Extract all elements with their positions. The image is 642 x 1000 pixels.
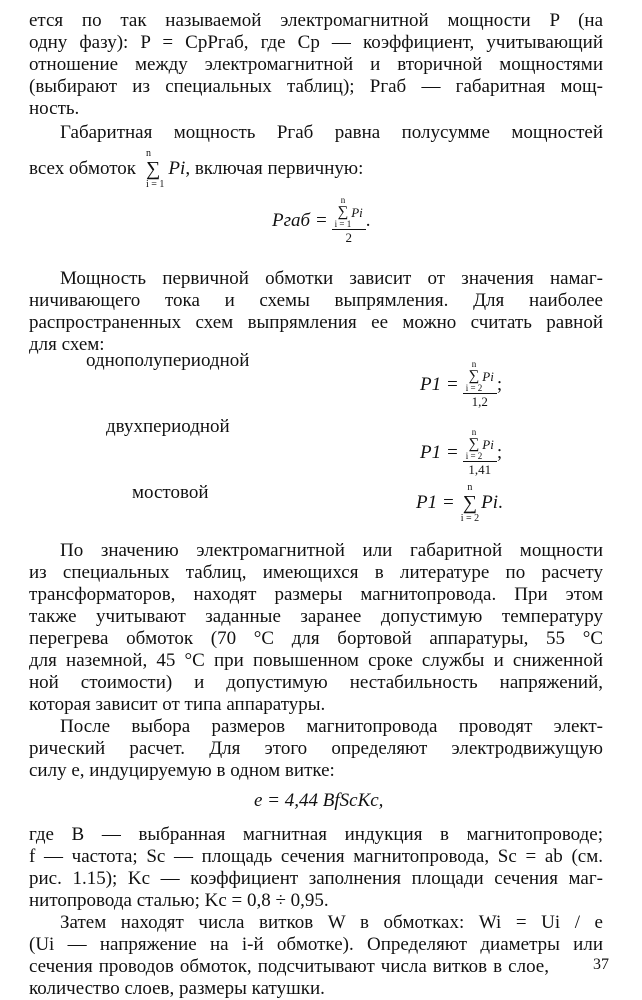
text-line: По значению электромагнитной или габаритной мощности [60,540,603,561]
text-line: ность. [29,98,80,119]
text-line: рический расчет. Для этого определяют электродвижущую [29,738,603,759]
text-line: Мощность первичной обмотки зависит от значения намаг- [60,268,603,289]
formula-scheme-3: P1 = n ∑ i = 2 Pi . [416,482,503,524]
text-line: (Ui — напряжение на i-й обмотке). Определяют диаметры или [29,934,603,955]
text-line: количество слоев, размеры катушки. [29,978,325,999]
text-line: для схем: [29,334,105,355]
scheme-name: однополупериодной [86,350,250,371]
page-number: 37 [593,956,609,973]
text-line: перегрева обмоток (70 °C для бортовой аппаратуры, 55 °C [29,628,603,649]
scheme-name: мостовой [132,482,209,503]
sum-symbol: n ∑ i = 1 [334,195,352,229]
text-line: ной стоимости) и допустимую нестабильность напряжений, [29,672,603,693]
text-line: распространенных схем выпрямления ее можно считать равной [29,312,603,333]
text-line: Затем находят числа витков W в обмотках: Wi = Ui / e [60,912,603,933]
formula-gab: Pгаб = n ∑ i = 1 Pi 2 . [272,195,371,245]
text-line: f — частота; Sc — площадь сечения магнитопровода, Sc = ab (см. [29,846,603,867]
sum-upper: n [146,148,151,159]
text-line: из специальных таблиц, имеющихся в литературе по расчету [29,562,603,583]
scheme-name: двухпериодной [106,416,230,437]
text-line: Габаритная мощность Pгаб равна полусумме мощностей [60,122,603,143]
formula-emf: e = 4,44 BfScKc, [254,790,384,811]
text-fragment: всех обмоток [29,158,136,179]
formula-fraction: n ∑ i = 1 Pi 2 [332,196,366,246]
text-line: нитопровода сталью; Kc = 0,8 ÷ 0,95. [29,890,329,911]
sum-term: Pi [168,158,186,179]
text-line: рис. 1.15); Kc — коэффициент заполнения площади сечения маг- [29,868,603,889]
text-line: также учитывают заданные заранее допустимую температуру [29,606,603,627]
text-line: трансформаторов, находят размеры магнитопровода. При этом [29,584,603,605]
formula-scheme-1: P1 = n ∑ i = 2 Pi 1,2 ; [420,359,503,409]
text-line: ничивающего тока и схемы выпрямления. Для наиболее [29,290,603,311]
text-line: силу e, индуцируемую в одном витке: [29,760,335,781]
sum-lower: i = 1 [146,179,165,190]
text-line: сечения проводов обмоток, подсчитывают числа витков в слое, [29,956,549,977]
sum-symbol: n ∑ i = 1 [146,148,165,190]
text-line: ется по так называемой электромагнитной мощности P (на [29,10,603,31]
fraction-denominator: 2 [345,230,352,245]
text-line: (выбирают из специальных таблиц); Pгаб — габаритная мощ- [29,76,603,97]
text-line: для наземной, 45 °C при повышенном сроке службы и сниженной [29,650,603,671]
text-line: отношение между электромагнитной и вторичной мощностями [29,54,603,75]
text-line: одну фазу): P = CpPгаб, где Cp — коэффициент, учитывающий [29,32,603,53]
formula-lhs: Pгаб = [272,210,328,231]
text-line: После выбора размеров магнитопровода проводят элект- [60,716,603,737]
text-line [29,148,603,190]
text-line: где B — выбранная магнитная индукция в магнитопроводе; [29,824,603,845]
text-line: которая зависит от типа аппаратуры. [29,694,326,715]
text-fragment: , включая первичную: [185,158,364,179]
formula-scheme-2: P1 = n ∑ i = 2 Pi 1,41 ; [420,427,503,477]
